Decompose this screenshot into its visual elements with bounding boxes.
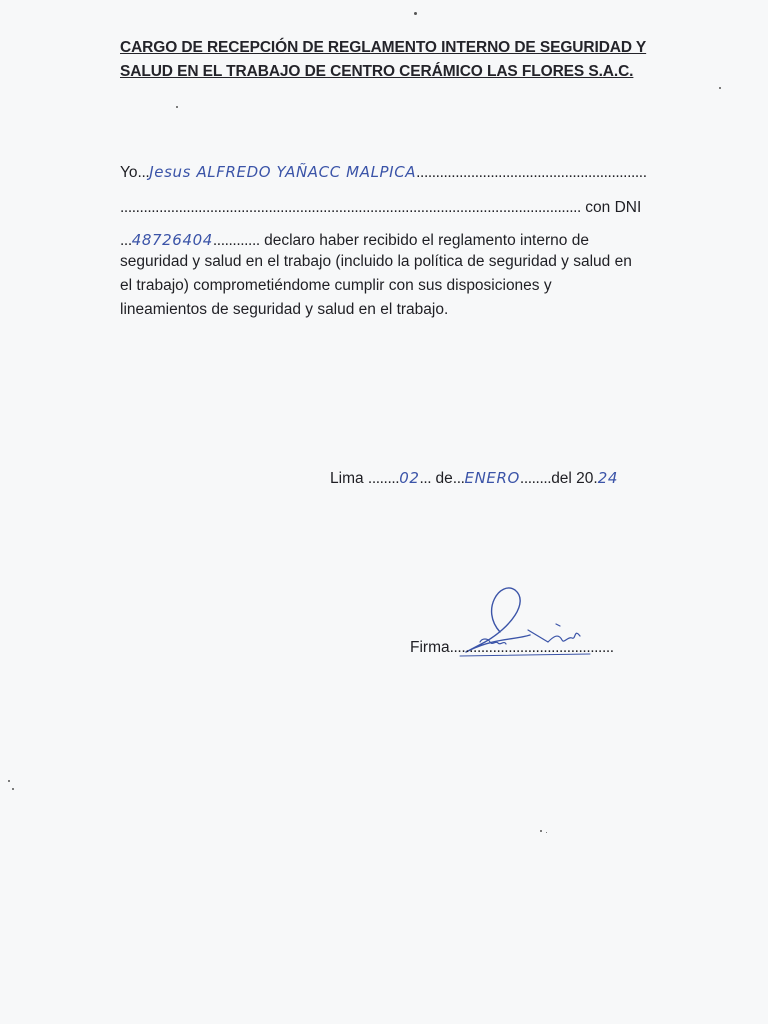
date-dots-2: ... — [419, 470, 432, 487]
dni-fill-dots: ...................................................................................................................... — [120, 199, 581, 216]
title-line-2: SALUD EN EL TRABAJO DE CENTRO CERÁMICO LAS FLORES S.A.C. — [120, 63, 634, 80]
firma-label: Firma — [410, 639, 450, 656]
handwritten-year: 24 — [597, 469, 619, 487]
body-line-1: declaro haber recibido el reglamento interno de — [264, 232, 589, 249]
name-prefix: Yo — [120, 164, 138, 181]
body-line-4: lineamientos de seguridad y salud en el trabajo. — [120, 301, 449, 318]
document-title — [120, 36, 660, 84]
scan-speck — [719, 87, 721, 89]
dni-trail-dots: ............ — [212, 232, 260, 249]
date-de: de — [435, 470, 453, 487]
handwritten-month: ENERO — [464, 469, 520, 487]
dni-lead-dots: ... — [120, 232, 132, 249]
date-del: del 20. — [551, 470, 598, 487]
date-line — [330, 466, 618, 491]
firma-dots: .......................................... — [449, 639, 614, 656]
handwritten-dni: 48726404 — [131, 231, 213, 249]
scan-speck — [8, 780, 10, 782]
date-city: Lima — [330, 470, 364, 487]
date-dots-1: ........ — [367, 470, 400, 487]
scan-speck — [176, 106, 178, 108]
dni-label-line — [120, 196, 641, 220]
name-line — [120, 160, 647, 185]
body-line-2: seguridad y salud en el trabajo (incluido la política de seguridad y salud en — [120, 253, 632, 270]
scan-speck — [540, 830, 542, 832]
scan-speck — [546, 832, 547, 833]
dni-label: con DNI — [585, 199, 642, 216]
body-line-3: el trabajo) comprometiéndome cumplir con sus disposiciones y — [120, 277, 552, 294]
name-lead-dots: ... — [137, 164, 150, 181]
scan-speck — [414, 12, 417, 15]
handwritten-name: Jesus ALFREDO YAÑACC MALPICA — [149, 163, 417, 181]
scan-speck — [12, 788, 14, 790]
handwritten-day: 02 — [399, 469, 420, 487]
title-line-1: CARGO DE RECEPCIÓN DE REGLAMENTO INTERNO DE SEGURIDAD Y — [120, 39, 647, 56]
declaration-body — [120, 250, 665, 322]
name-trail-dots: ........................................................... — [416, 164, 647, 181]
firma-line — [410, 636, 614, 660]
date-dots-3: ... — [452, 470, 465, 487]
date-dots-4: ........ — [519, 470, 552, 487]
